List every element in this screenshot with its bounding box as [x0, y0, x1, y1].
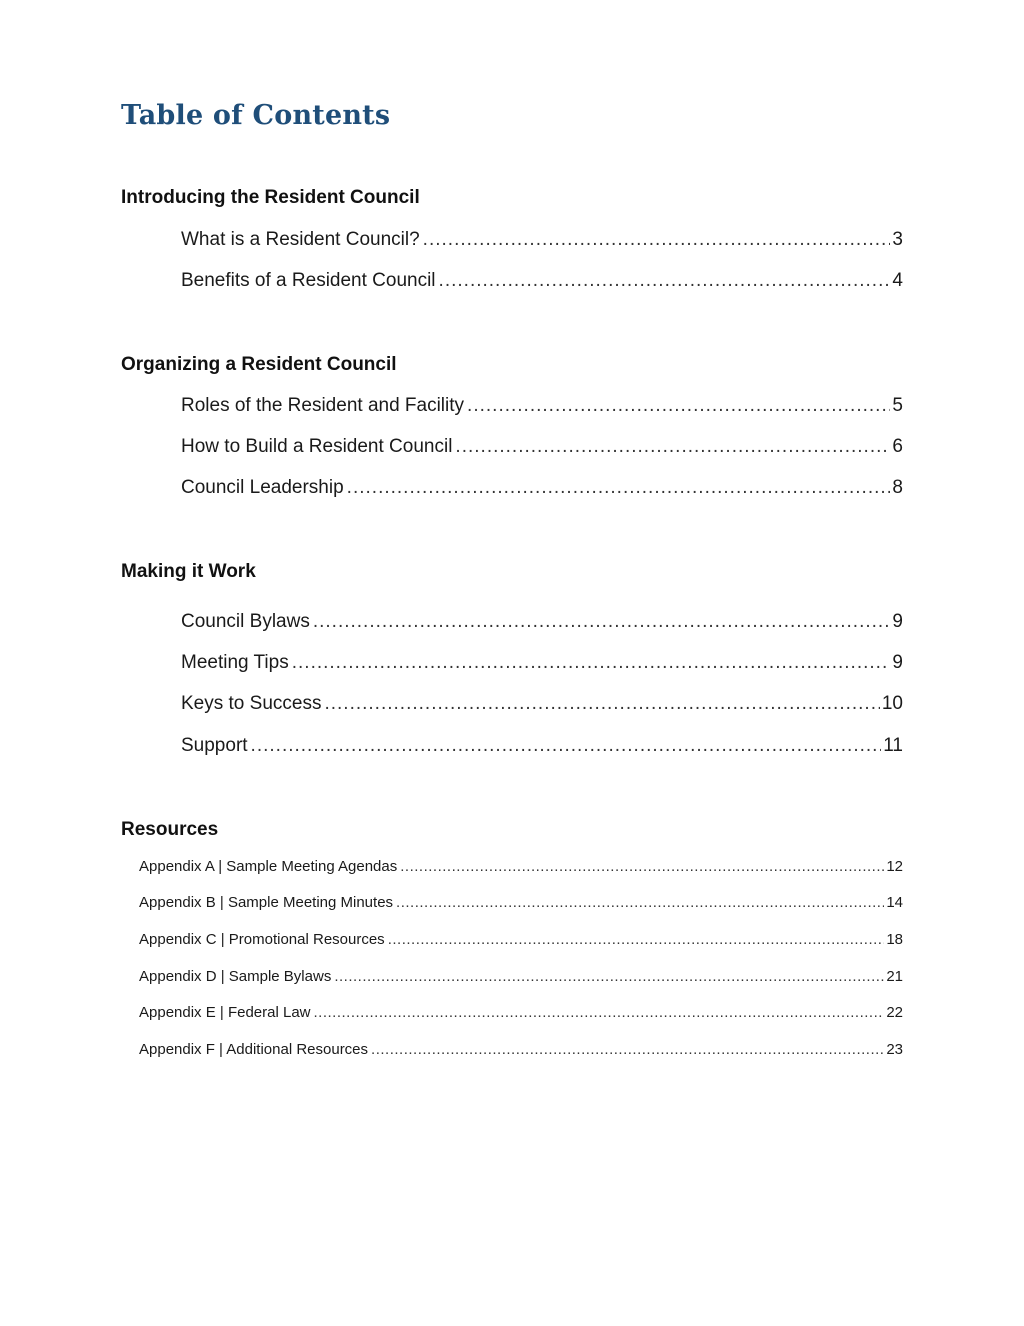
- dot-leader: [347, 477, 891, 499]
- dot-leader: [396, 894, 884, 911]
- dot-leader: [423, 229, 891, 251]
- dot-leader: [313, 611, 891, 633]
- toc-entry-page: 9: [892, 652, 903, 673]
- toc-entry-label: Appendix A | Sample Meeting Agendas: [139, 858, 398, 875]
- toc-entry[interactable]: [139, 1041, 903, 1063]
- section-heading-organizing: Organizing a Resident Council: [121, 354, 397, 375]
- toc-entry-page: 22: [886, 1004, 903, 1021]
- toc-entry-page: 4: [892, 270, 903, 291]
- page-title: Table of Contents: [121, 100, 391, 131]
- section-heading-resources: Resources: [121, 819, 219, 840]
- toc-entry-page: 11: [883, 735, 903, 756]
- toc-entry[interactable]: [181, 436, 903, 462]
- toc-entry-label: Benefits of a Resident Council: [181, 270, 436, 291]
- toc-entry-page: 14: [886, 894, 903, 911]
- toc-entry-label: Council Leadership: [181, 477, 344, 498]
- dot-leader: [371, 1041, 884, 1058]
- toc-entry[interactable]: [181, 611, 903, 637]
- toc-entry-page: 12: [886, 858, 903, 875]
- toc-entry[interactable]: [139, 1004, 903, 1026]
- toc-entry[interactable]: [181, 477, 903, 503]
- toc-entry[interactable]: [181, 652, 903, 678]
- dot-leader: [467, 395, 890, 417]
- toc-entry-label: Appendix B | Sample Meeting Minutes: [139, 894, 394, 911]
- toc-entry-label: Appendix E | Federal Law: [139, 1004, 311, 1021]
- dot-leader: [334, 968, 884, 985]
- dot-leader: [439, 270, 891, 292]
- toc-entry-page: 8: [892, 477, 903, 498]
- toc-entry-label: What is a Resident Council?: [181, 229, 420, 250]
- dot-leader: [324, 693, 879, 715]
- toc-entry[interactable]: [139, 894, 903, 916]
- toc-entry-label: How to Build a Resident Council: [181, 436, 453, 457]
- toc-entry[interactable]: [181, 229, 903, 255]
- dot-leader: [455, 436, 890, 458]
- section-heading-introducing: Introducing the Resident Council: [121, 187, 420, 208]
- toc-entry-page: 6: [892, 436, 903, 457]
- toc-entry[interactable]: [139, 858, 903, 880]
- toc-entry-label: Roles of the Resident and Facility: [181, 395, 465, 416]
- toc-entry[interactable]: [181, 270, 903, 296]
- toc-entry-page: 5: [892, 395, 903, 416]
- toc-entry-page: 23: [886, 1041, 903, 1058]
- section-heading-making-it-work: Making it Work: [121, 561, 256, 582]
- toc-entry[interactable]: [181, 735, 903, 761]
- toc-entry-label: Appendix C | Promotional Resources: [139, 931, 385, 948]
- toc-entry[interactable]: [181, 395, 903, 421]
- toc-entry-label: Appendix F | Additional Resources: [139, 1041, 369, 1058]
- toc-entry-page: 18: [886, 931, 903, 948]
- toc-entry-page: 9: [892, 611, 903, 632]
- dot-leader: [400, 858, 884, 875]
- toc-entry-label: Council Bylaws: [181, 611, 310, 632]
- dot-leader: [314, 1004, 885, 1021]
- toc-entry-label: Meeting Tips: [181, 652, 289, 673]
- dot-leader: [292, 652, 891, 674]
- toc-entry[interactable]: [139, 968, 903, 990]
- dot-leader: [251, 735, 882, 757]
- toc-entry-label: Appendix D | Sample Bylaws: [139, 968, 332, 985]
- toc-entry-page: 3: [892, 229, 903, 250]
- dot-leader: [388, 931, 885, 948]
- toc-entry[interactable]: [139, 931, 903, 953]
- toc-entry-page: 10: [881, 693, 903, 714]
- toc-entry-page: 21: [886, 968, 903, 985]
- toc-entry[interactable]: [181, 693, 903, 719]
- toc-entry-label: Keys to Success: [181, 693, 322, 714]
- toc-entry-label: Support: [181, 735, 248, 756]
